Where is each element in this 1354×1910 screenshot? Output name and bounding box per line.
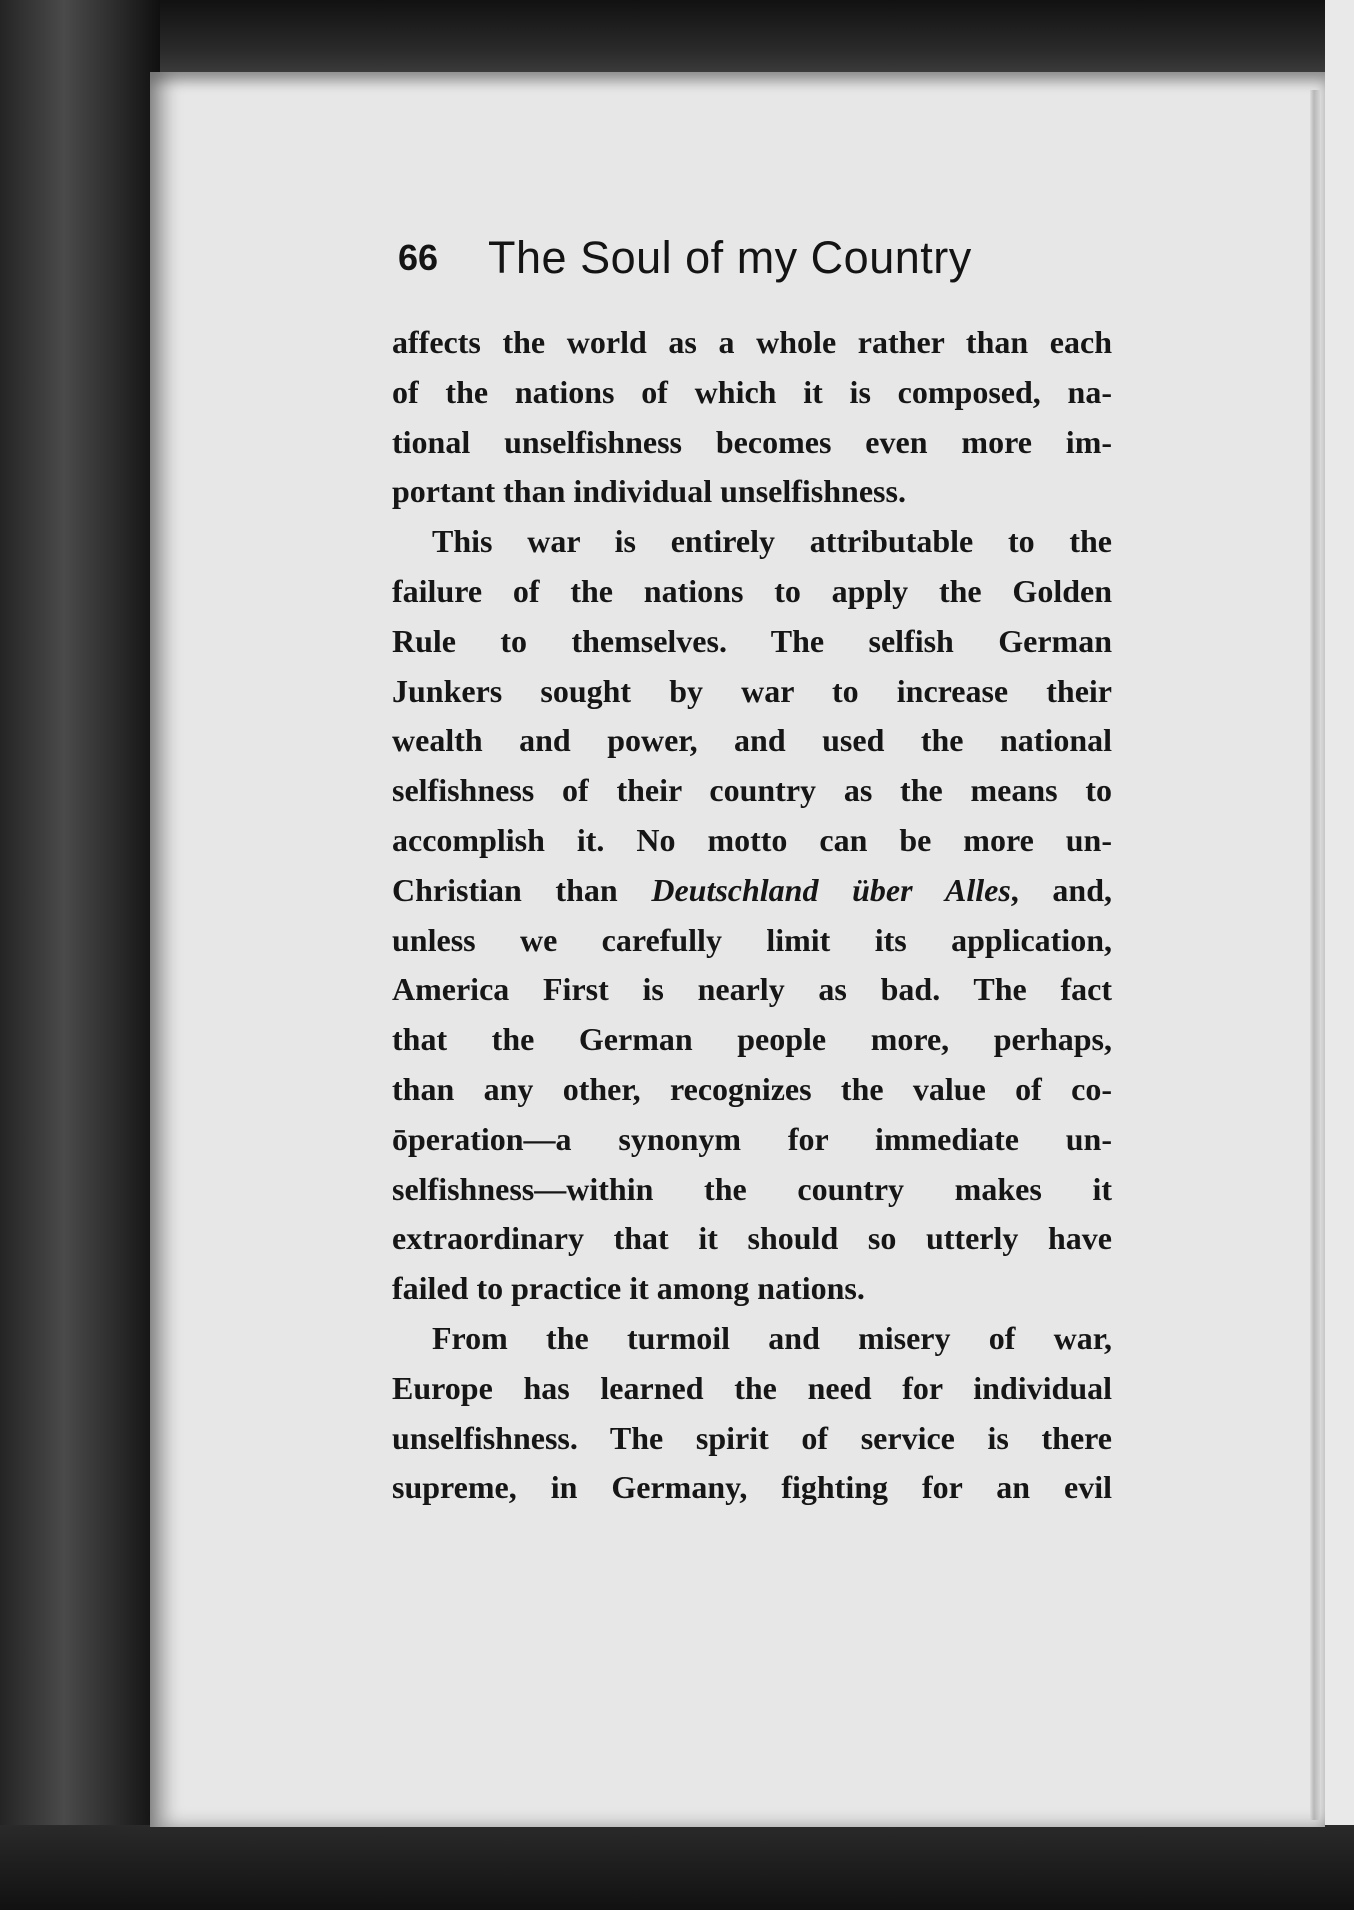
text-line: ōperation—a synonym for immediate un-: [392, 1120, 1112, 1157]
page-number: 66: [398, 237, 439, 278]
text-line: accomplish it. No motto can be more un-: [392, 821, 1112, 858]
text-line: of the nations of which it is composed, na-: [392, 373, 1112, 410]
text-line: portant than individual unselfishness.: [392, 473, 906, 510]
text-line: unless we carefully limit its application,: [392, 921, 1112, 958]
page-header: [398, 228, 1118, 288]
text-line: that the German people more, perhaps,: [392, 1021, 1112, 1058]
text-line: Rule to themselves. The selfish German: [392, 622, 1112, 659]
text-line: Europe has learned the need for individual: [392, 1369, 1112, 1406]
text-line-with-motto: [392, 866, 1112, 916]
running-title: The Soul of my Country: [488, 232, 972, 283]
text-line: supreme, in Germany, fighting for an evil: [392, 1469, 1112, 1506]
page-edge-shadow: [1310, 90, 1320, 1820]
text-line: Junkers sought by war to increase their: [392, 672, 1112, 709]
text-line: failed to practice it among nations.: [392, 1270, 865, 1307]
text-line: unselfishness. The spirit of service is there: [392, 1419, 1112, 1456]
text-line: tional unselfishness becomes even more im-: [392, 423, 1112, 460]
text-line: selfishness of their country as the means to: [392, 772, 1112, 809]
text-line: America First is nearly as bad. The fact: [392, 971, 1112, 1008]
body-text: [392, 318, 1112, 1513]
text-fragment: , and,: [1010, 871, 1112, 908]
text-line: This war is entirely attributable to the: [432, 523, 1112, 560]
text-line: From the turmoil and misery of war,: [432, 1319, 1112, 1356]
text-line: wealth and power, and used the national: [392, 722, 1112, 759]
text-line: failure of the nations to apply the Golden: [392, 572, 1112, 609]
scan-border-left: [0, 0, 160, 1910]
text-fragment: Christian than: [392, 871, 652, 908]
text-line: selfishness—within the country makes it: [392, 1170, 1112, 1207]
scan-border-right: [1325, 0, 1354, 1910]
german-motto: Deutschland über Alles: [651, 871, 1011, 908]
scan-border-bottom: [0, 1825, 1354, 1910]
scan-border-top: [0, 0, 1354, 72]
text-line: affects the world as a whole rather than each: [392, 324, 1112, 360]
text-line: than any other, recognizes the value of co-: [392, 1070, 1112, 1107]
text-line: extraordinary that it should so utterly have: [392, 1220, 1112, 1257]
